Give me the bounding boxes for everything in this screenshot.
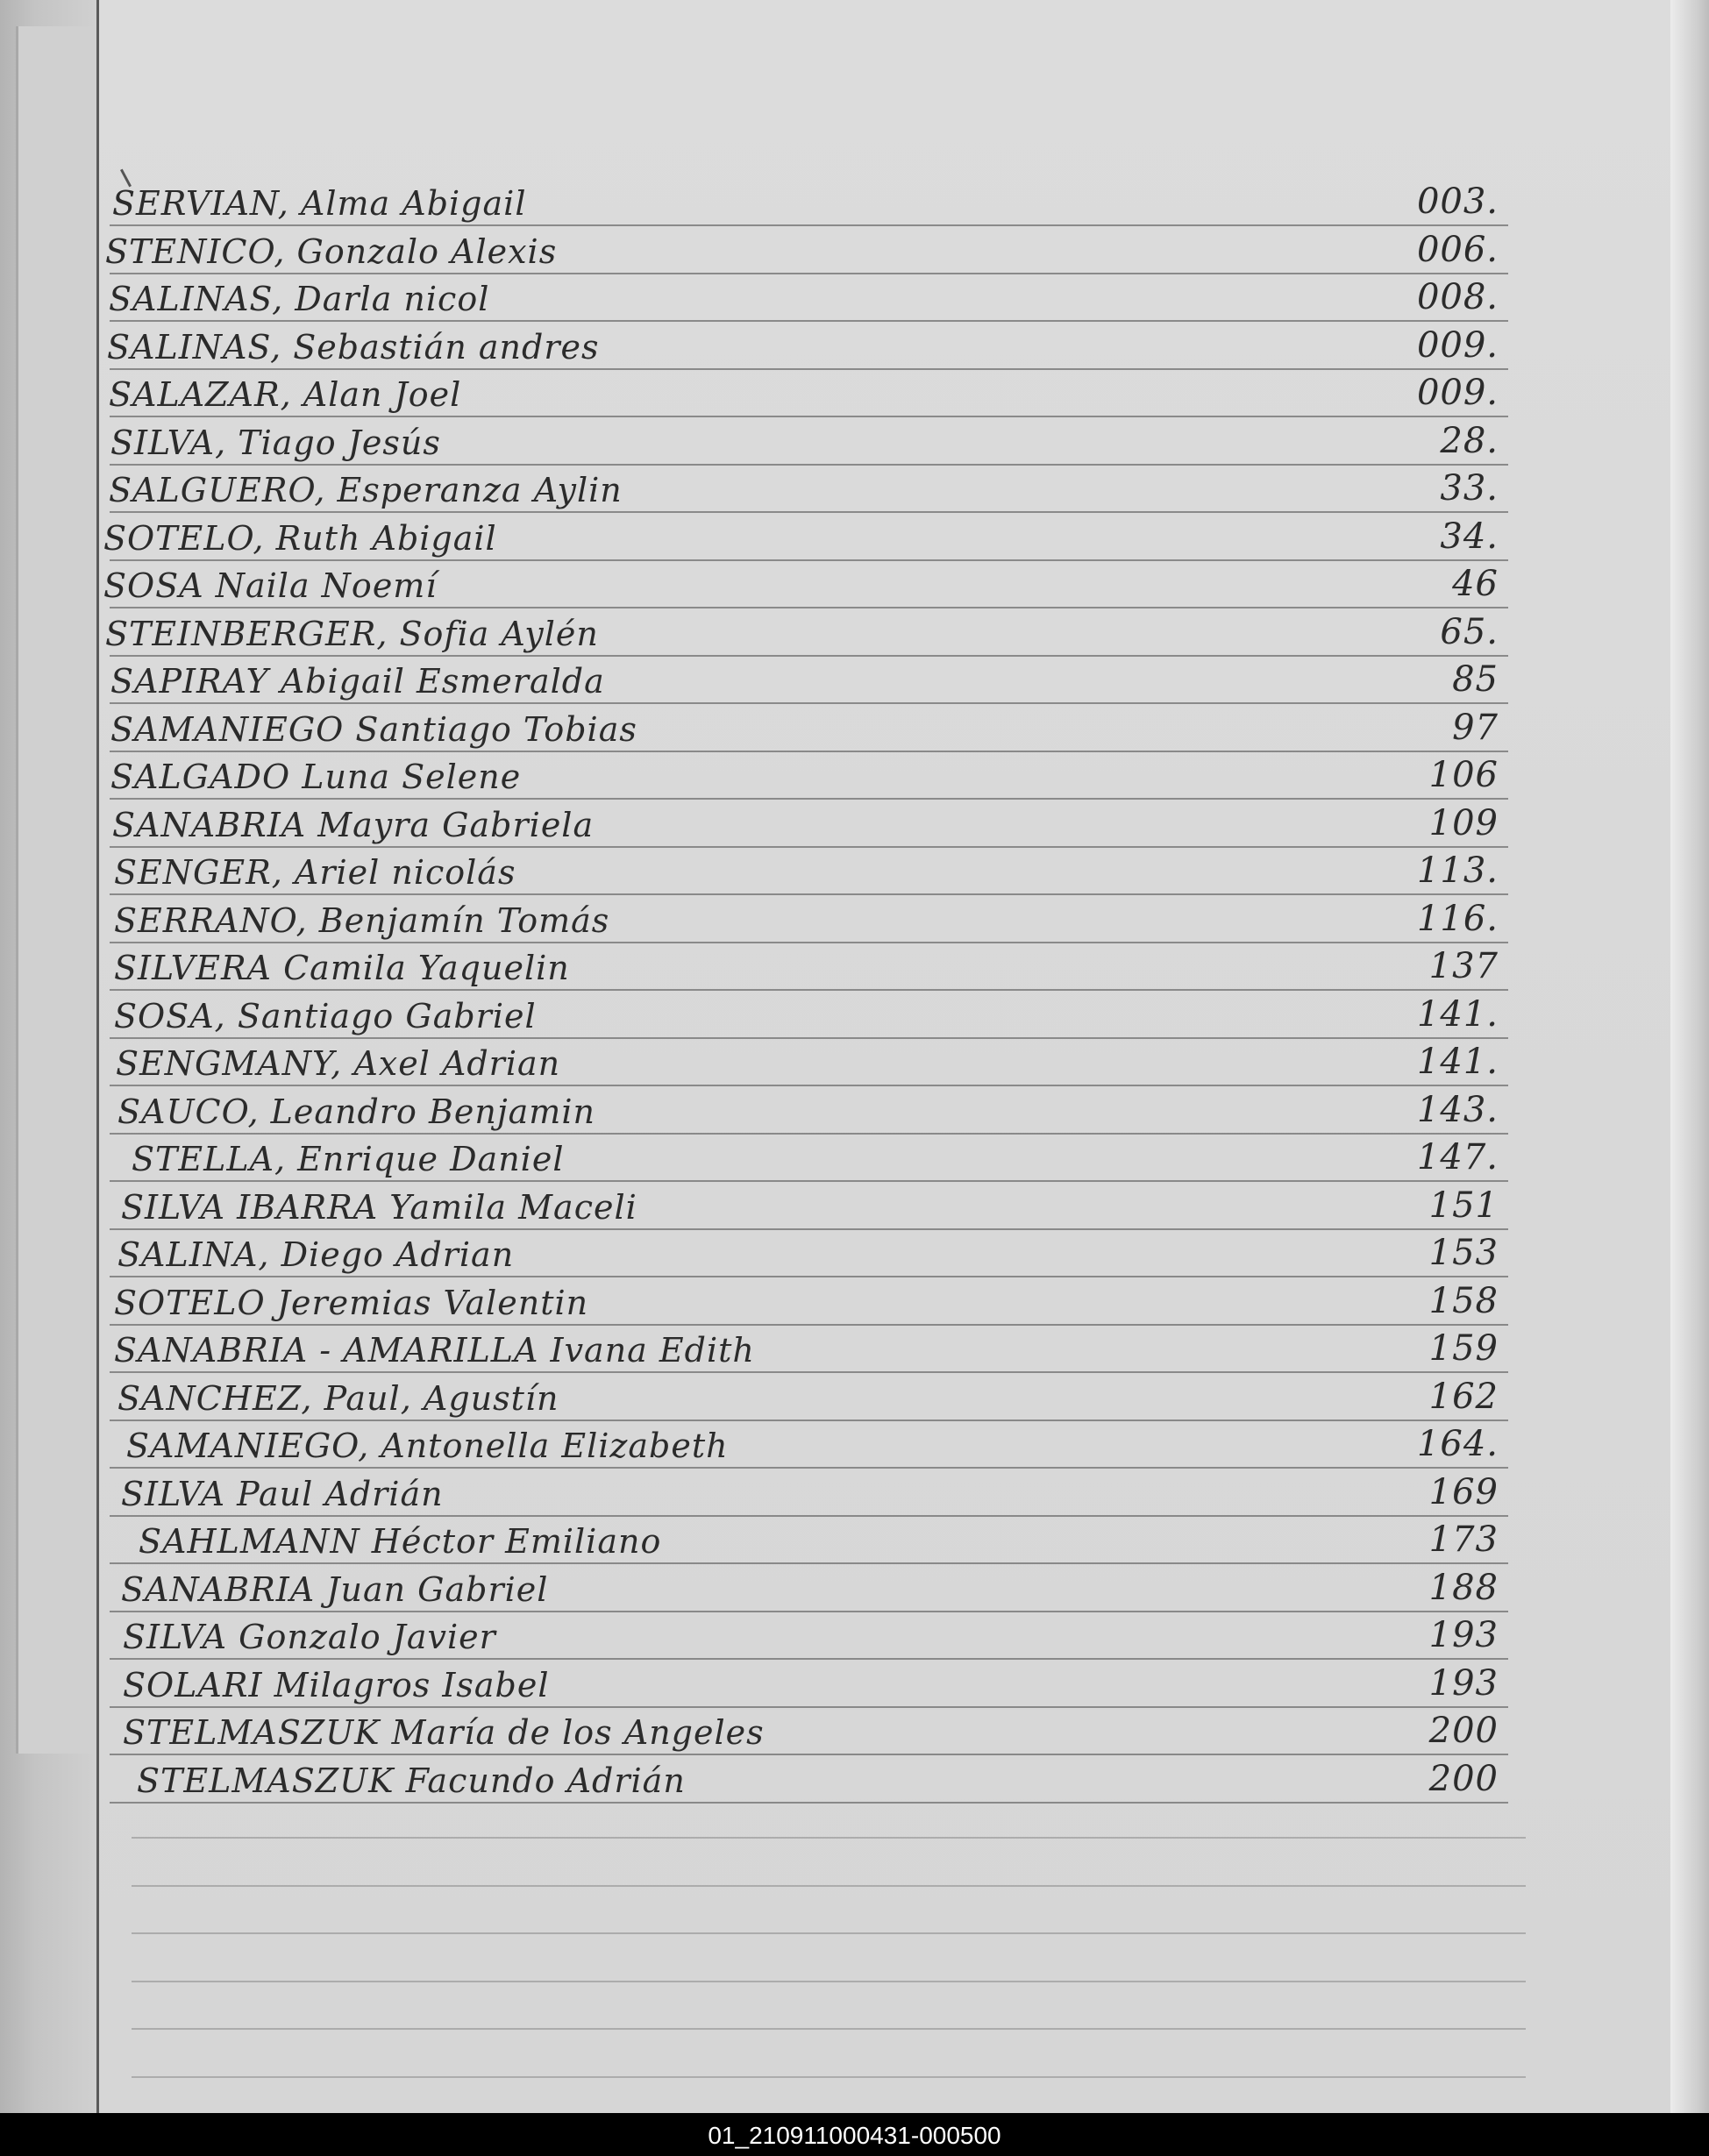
entry-name: SILVA IBARRA Yamila Maceli xyxy=(121,1187,637,1227)
entry-name: SILVA, Tiago Jesús xyxy=(110,423,441,462)
ruled-line xyxy=(110,1754,1508,1755)
entry-name: SAUCO, Leandro Benjamin xyxy=(117,1092,595,1131)
entry-number: 65. xyxy=(1440,611,1499,652)
ruled-line xyxy=(110,1324,1508,1326)
ruled-line xyxy=(110,416,1508,417)
entry-name: SENGER, Ariel nicolás xyxy=(114,853,516,892)
entry-name: SALGUERO, Esperanza Aylin xyxy=(109,471,623,509)
entry-number: 137 xyxy=(1428,946,1499,986)
entry-name: SALINAS, Sebastián andres xyxy=(107,327,600,366)
ruled-line xyxy=(110,1802,1508,1804)
ruled-line xyxy=(110,1611,1508,1612)
ruled-line xyxy=(110,1085,1508,1086)
entry-number: 008. xyxy=(1416,277,1499,317)
entry-number: 46 xyxy=(1452,564,1499,604)
ruled-line xyxy=(110,702,1508,704)
blank-ruled-line xyxy=(132,1885,1526,1887)
entry-name: SANCHEZ, Paul, Agustín xyxy=(117,1378,559,1418)
entry-number: 003. xyxy=(1416,181,1499,222)
entry-name: SOLARI Milagros Isabel xyxy=(123,1665,550,1704)
ruled-line xyxy=(110,751,1508,752)
ruled-line xyxy=(110,224,1508,226)
entry-number: 147. xyxy=(1416,1137,1499,1178)
ruled-line xyxy=(110,655,1508,657)
entry-number: 200 xyxy=(1428,1711,1499,1751)
entry-name: STENICO, Gonzalo Alexis xyxy=(105,231,558,271)
entry-number: 009. xyxy=(1416,373,1499,413)
ruled-line xyxy=(110,989,1508,991)
entry-number: 106 xyxy=(1428,755,1499,795)
entry-name: SAHLMANN Héctor Emiliano xyxy=(139,1522,662,1561)
entry-name: SOTELO Jeremias Valentin xyxy=(114,1283,589,1322)
entry-number: 113. xyxy=(1416,850,1499,891)
ruled-line xyxy=(110,1515,1508,1517)
ruled-line xyxy=(110,320,1508,322)
entry-name: SANABRIA Juan Gabriel xyxy=(121,1569,549,1609)
entry-number: 200 xyxy=(1428,1758,1499,1799)
entry-name: SOSA Naila Noemí xyxy=(103,566,438,605)
entry-name: SALINAS, Darla nicol xyxy=(109,280,490,318)
entry-number: 164. xyxy=(1416,1424,1499,1464)
entry-name: SOTELO, Ruth Abigail xyxy=(103,518,497,558)
ruled-line xyxy=(110,607,1508,608)
ruled-line xyxy=(110,942,1508,943)
entry-number: 159 xyxy=(1428,1328,1499,1369)
entry-number: 169 xyxy=(1428,1471,1499,1512)
entry-name: STELMASZUK María de los Angeles xyxy=(123,1713,765,1752)
entry-number: 141. xyxy=(1416,1042,1499,1082)
entry-name: SENGMANY, Axel Adrian xyxy=(116,1044,561,1083)
entry-number: 33. xyxy=(1440,468,1499,509)
ruled-line xyxy=(110,559,1508,561)
entry-name: SILVA Gonzalo Javier xyxy=(123,1618,496,1656)
ruled-line xyxy=(110,798,1508,800)
ruled-line xyxy=(110,846,1508,848)
ruled-line xyxy=(110,1562,1508,1564)
ruled-line xyxy=(110,1228,1508,1230)
entry-name: SALINA, Diego Adrian xyxy=(117,1235,515,1274)
entry-name: SANABRIA Mayra Gabriela xyxy=(112,805,595,844)
ruled-line xyxy=(110,893,1508,895)
entry-number: 162 xyxy=(1428,1376,1499,1417)
entry-name: SANABRIA - AMARILLA Ivana Edith xyxy=(114,1331,755,1370)
ruled-line xyxy=(110,511,1508,513)
ruled-line xyxy=(110,273,1508,274)
entry-number: 97 xyxy=(1452,707,1499,748)
entry-number: 34. xyxy=(1440,516,1499,557)
entry-number: 193 xyxy=(1428,1615,1499,1655)
entry-number: 173 xyxy=(1428,1519,1499,1560)
entry-number: 009. xyxy=(1416,324,1499,366)
blank-ruled-line xyxy=(132,1981,1526,1982)
entry-name: SALGADO Luna Selene xyxy=(110,758,522,796)
footer-label: 01_210911000431-000500 xyxy=(708,2122,1001,2149)
entry-name: STELMASZUK Facundo Adrián xyxy=(137,1761,686,1800)
entry-number: 141. xyxy=(1416,993,1499,1035)
blank-ruled-line xyxy=(132,2076,1526,2078)
entry-number: 153 xyxy=(1428,1233,1499,1273)
entry-name: SAMANIEGO Santiago Tobias xyxy=(110,709,637,749)
ruled-line xyxy=(110,1133,1508,1135)
entry-name: STEINBERGER, Sofia Aylén xyxy=(105,614,599,653)
blank-ruled-line xyxy=(132,1932,1526,1934)
entry-name: STELLA, Enrique Daniel xyxy=(132,1140,565,1178)
ruled-line xyxy=(110,464,1508,466)
blank-ruled-line xyxy=(132,2028,1526,2030)
ruled-line xyxy=(110,1037,1508,1039)
ruled-line xyxy=(110,368,1508,370)
entry-name: SAPIRAY Abigail Esmeralda xyxy=(110,662,605,701)
entry-name: SILVERA Camila Yaquelin xyxy=(114,949,570,987)
ruled-line xyxy=(110,1467,1508,1469)
entry-number: 85 xyxy=(1452,659,1499,700)
entry-number: 006. xyxy=(1416,229,1499,270)
entry-number: 143. xyxy=(1416,1089,1499,1130)
paper-right-edge xyxy=(1670,0,1709,2113)
entry-name: SERRANO, Benjamín Tomás xyxy=(114,900,610,940)
ruled-line xyxy=(110,1180,1508,1182)
entry-name: SOSA, Santiago Gabriel xyxy=(114,996,537,1035)
entry-number: 158 xyxy=(1428,1280,1499,1321)
entry-number: 28. xyxy=(1440,420,1499,461)
entry-name: SAMANIEGO, Antonella Elizabeth xyxy=(126,1427,729,1465)
entry-name: SILVA Paul Adrián xyxy=(121,1474,444,1513)
entry-number: 109 xyxy=(1428,802,1499,843)
ruled-line xyxy=(110,1371,1508,1373)
entry-number: 116. xyxy=(1416,898,1499,939)
ruled-line xyxy=(110,1276,1508,1277)
entry-number: 188 xyxy=(1428,1567,1499,1608)
entry-name: SALAZAR, Alan Joel xyxy=(109,375,462,414)
entry-name: SERVIAN, Alma Abigail xyxy=(112,184,527,223)
entry-number: 151 xyxy=(1428,1185,1499,1226)
blank-ruled-line xyxy=(132,1837,1526,1839)
ruled-line xyxy=(110,1706,1508,1708)
entry-number: 193 xyxy=(1428,1662,1499,1704)
ruled-line xyxy=(110,1420,1508,1421)
ruled-line xyxy=(110,1658,1508,1660)
